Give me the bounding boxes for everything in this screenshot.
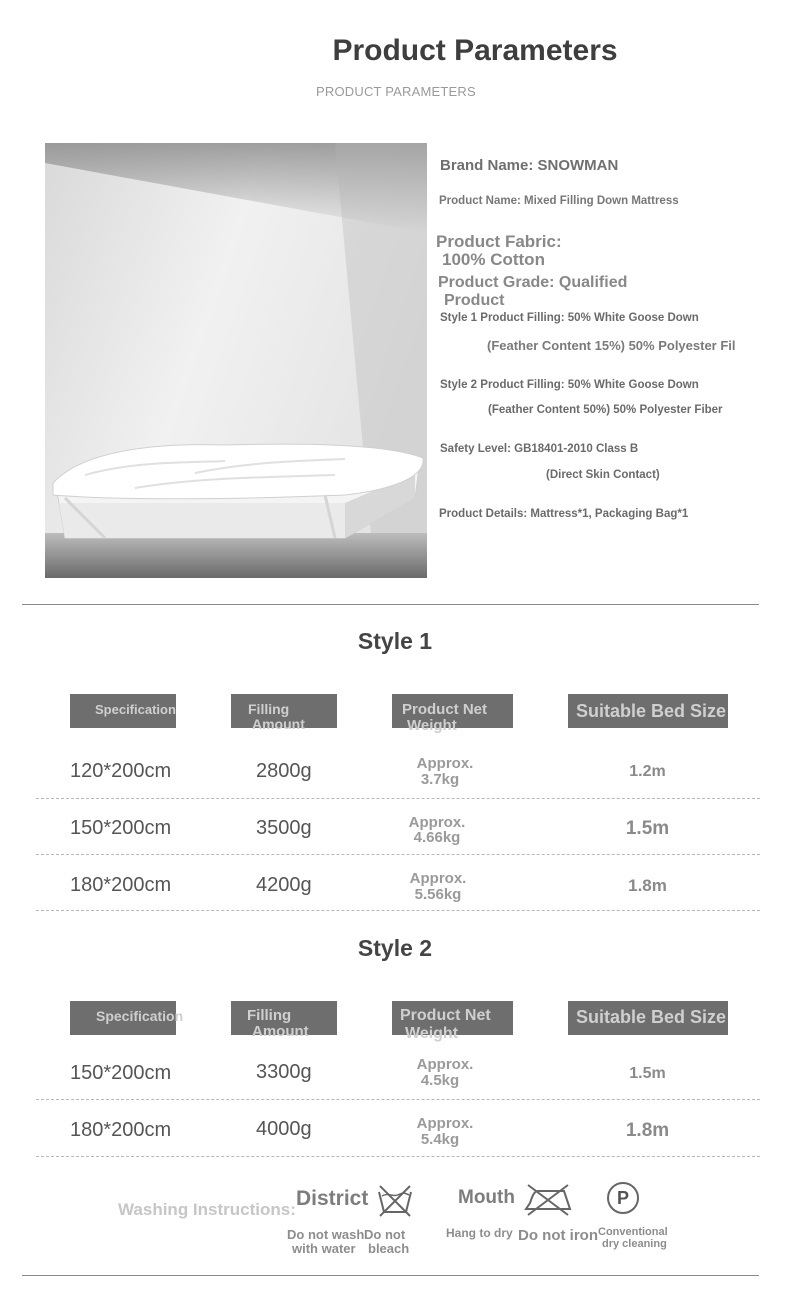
no-bleach-line1: Do not [364,1227,406,1242]
no-wash-icon [376,1182,414,1223]
style2-row2-filling: 4000g [256,1118,312,1140]
header-filling-line2: Amount [252,716,305,732]
style1-row2-weight-line2: 4.66kg [413,829,461,846]
no-wash-line1: Do not wash [287,1227,365,1242]
row-divider [36,1099,760,1100]
style2-row2-weight-line2: 5.4kg [420,1131,460,1148]
page-title: Product Parameters [332,34,618,67]
no-iron-icon [522,1183,574,1222]
header-weight-line1: Product Net [402,701,488,718]
hang-dry-label: Hang to dry [446,1226,513,1240]
district-label: District [296,1187,369,1210]
header-filling-line1: Filling [248,701,290,717]
header-specification: Specification [95,702,176,717]
header-filling-line2: Amount [252,1023,309,1040]
style1-row1-weight-line1: Approx. [416,755,474,772]
style2-filling-line1: Style 2 Product Filling: 50% White Goose Down [440,379,699,391]
no-iron-label: Do not iron [518,1227,598,1244]
style2-row2-weight-line1: Approx. [416,1115,474,1132]
no-wash-line2: with water [292,1241,356,1256]
dry-clean-line1: Conventional [598,1226,668,1238]
product-grade-value: Product [444,292,505,309]
header-weight-line2: Weight [407,717,457,734]
header-bed-size: Suitable Bed Size [576,1007,727,1027]
row-divider [36,798,760,799]
style2-row1-bed: 1.5m [629,1065,666,1082]
header-specification: Specification [96,1008,184,1024]
style1-row2-bed: 1.5m [625,818,670,839]
style1-row3-filling: 4200g [256,874,312,896]
style2-row2-bed: 1.8m [625,1120,670,1141]
style1-row2-weight-line1: Approx. [408,814,466,831]
header-bed-size: Suitable Bed Size [576,701,727,721]
style1-row2-filling: 3500g [256,817,312,839]
style1-filling-line1: Style 1 Product Filling: 50% White Goose Down [440,312,699,324]
style1-row3-weight-line2: 5.56kg [414,886,462,903]
brand-name: Brand Name: SNOWMAN [440,157,619,174]
safety-level: Safety Level: GB18401-2010 Class B [440,443,639,455]
style2-row1-filling: 3300g [256,1061,312,1083]
style1-filling-line2: (Feather Content 15%) 50% Polyester Fil [487,338,736,353]
product-fabric-label: Product Fabric: [436,232,562,251]
header-weight-line2: Weight [405,1025,459,1042]
style2-title: Style 2 [357,935,433,961]
divider [22,604,759,605]
style1-row2-spec: 150*200cm [70,817,172,839]
header-filling-line1: Filling [247,1007,292,1024]
washing-instructions-label: Washing Instructions: [118,1200,296,1219]
product-fabric-value: 100% Cotton [442,250,545,269]
style1-row1-bed: 1.2m [629,763,666,780]
style2-row1-weight-line1: Approx. [416,1056,474,1073]
row-divider [36,910,760,911]
no-bleach-line2: bleach [368,1241,410,1256]
style1-row1-weight-line2: 3.7kg [420,771,460,788]
product-name: Product Name: Mixed Filling Down Mattress [439,195,679,207]
product-grade-label: Product Grade: Qualified [438,274,628,291]
style2-row1-spec: 150*200cm [70,1062,172,1084]
row-divider [36,1156,760,1157]
row-divider [36,854,760,855]
style2-row2-spec: 180*200cm [70,1119,172,1141]
dry-clean-icon: P [607,1182,639,1214]
style2-row1-weight-line2: 4.5kg [420,1072,460,1089]
mouth-label: Mouth [458,1187,515,1208]
style2-filling-line2: (Feather Content 50%) 50% Polyester Fiber [488,404,723,416]
mattress-photo [45,143,427,578]
style1-title: Style 1 [357,628,433,654]
style1-row1-spec: 120*200cm [70,760,172,782]
page-subtitle: PRODUCT PARAMETERS [316,84,476,99]
style1-row1-filling: 2800g [256,760,312,782]
style1-row3-spec: 180*200cm [70,874,172,896]
style1-row3-weight-line1: Approx. [409,870,467,887]
product-details: Product Details: Mattress*1, Packaging Bag*1 [439,508,689,520]
dry-clean-line2: dry cleaning [602,1238,667,1250]
header-weight-line1: Product Net [400,1007,491,1024]
divider [22,1275,759,1276]
safety-level-note: (Direct Skin Contact) [546,469,660,481]
style1-row3-bed: 1.8m [628,876,667,895]
